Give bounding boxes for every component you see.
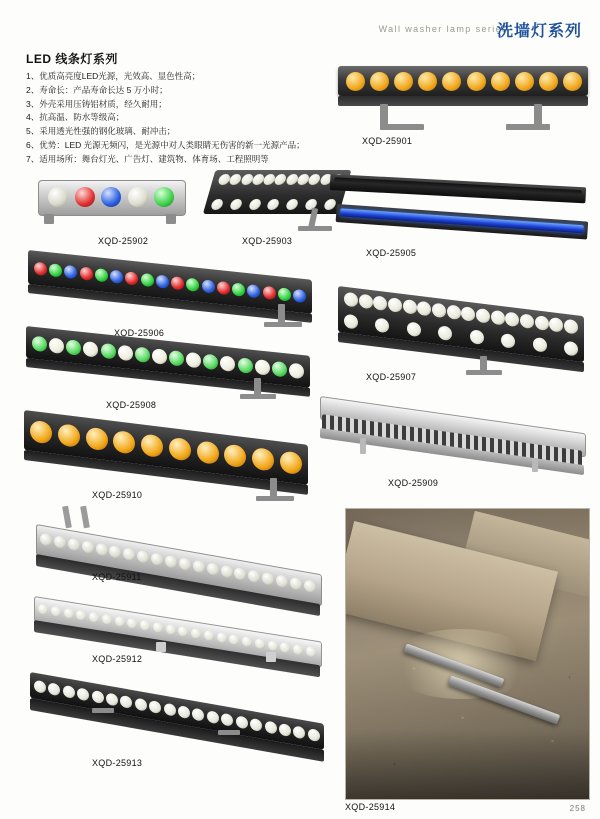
product-label-xqd-25909: XQD-25909 <box>388 478 439 488</box>
header-chinese-title: 洗墙灯系列 <box>496 23 582 40</box>
product-label-xqd-25906: XQD-25906 <box>114 328 165 338</box>
product-image-xqd-25909 <box>320 396 588 474</box>
feature-item: 3、外壳采用压铸铝材质，经久耐用； <box>26 98 167 109</box>
header-english-title: Wall washer lamp series <box>378 24 508 34</box>
product-image-xqd-25907 <box>338 286 590 372</box>
product-label-xqd-25902: XQD-25902 <box>98 236 149 246</box>
product-label-xqd-25911: XQD-25911 <box>92 572 142 582</box>
product-image-xqd-25902 <box>38 172 188 230</box>
feature-item: 6、优势：LED 光源无频闪，是光源中对人类眼睛无伤害的新一光源产品； <box>26 139 305 150</box>
product-label-xqd-25907: XQD-25907 <box>366 372 417 382</box>
feature-list <box>26 70 326 166</box>
product-photo-xqd-25914 <box>345 508 590 800</box>
product-image-xqd-25913 <box>30 672 330 764</box>
feature-item: 7、适用场所：舞台灯光、广告灯、建筑物、体育场、工程照明等 <box>26 153 269 164</box>
product-label-xqd-25914: XQD-25914 <box>345 802 396 812</box>
product-image-xqd-25908 <box>26 324 316 404</box>
product-label-xqd-25912: XQD-25912 <box>92 654 143 664</box>
page-title: LED 线条灯系列 <box>26 52 118 66</box>
product-label-xqd-25910: XQD-25910 <box>92 490 143 500</box>
product-image-xqd-25910 <box>24 410 314 500</box>
product-label-xqd-25903: XQD-25903 <box>242 236 293 246</box>
product-image-xqd-25912 <box>34 592 326 668</box>
product-image-xqd-25905 <box>330 168 590 246</box>
feature-item: 5、采用透光性强的钢化玻璃、耐冲击； <box>26 126 176 137</box>
feature-item: 1、优质高亮度LED光源，光效高、显色性高； <box>26 71 201 81</box>
product-image-xqd-25903 <box>192 162 342 234</box>
product-image-xqd-25911 <box>36 506 326 594</box>
product-label-xqd-25908: XQD-25908 <box>106 400 157 410</box>
product-image-xqd-25906 <box>28 246 318 330</box>
product-label-xqd-25905: XQD-25905 <box>366 248 417 258</box>
photo-vignette <box>346 729 589 799</box>
product-label-xqd-25913: XQD-25913 <box>92 758 143 768</box>
product-label-xqd-25901: XQD-25901 <box>362 136 413 146</box>
feature-item: 2、寿命长：产品寿命长达 5 万小时； <box>26 84 168 95</box>
feature-item: 4、抗高温、防水等级高； <box>26 112 125 123</box>
product-image-xqd-25901 <box>338 62 590 140</box>
page-number: 258 <box>569 804 586 813</box>
